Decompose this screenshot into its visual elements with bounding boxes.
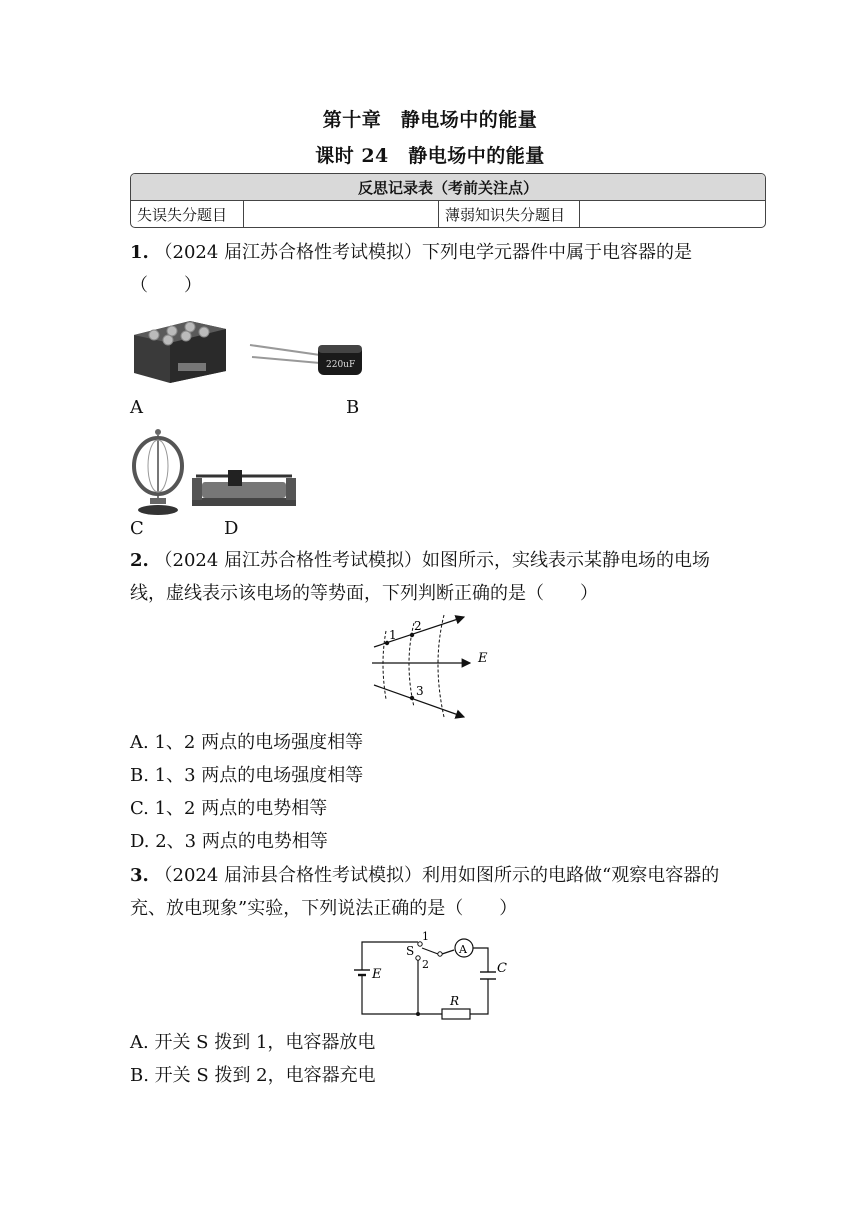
question-number: 2.: [130, 550, 149, 571]
resistor-icon: [442, 1009, 470, 1019]
reflection-table: [130, 173, 766, 228]
option-b-label: B: [346, 397, 360, 418]
ammeter-label: A: [459, 943, 467, 956]
chapter-title: 第十章 静电场中的能量: [322, 109, 538, 131]
electric-field-figure: [368, 613, 498, 723]
option-a-label: A: [130, 397, 143, 418]
capacitor-image: [248, 333, 366, 383]
switch-pos-1-label: 1: [422, 930, 429, 943]
option-c-label: C: [130, 518, 144, 539]
q3-option-b[interactable]: B. 开关 S 拨到 2，电容器充电: [130, 1065, 376, 1086]
point-2: [410, 633, 414, 637]
question-number: 1.: [130, 242, 149, 263]
weak-knowledge-cell[interactable]: [580, 201, 765, 227]
switch-label: S: [406, 944, 415, 958]
mistake-questions-label: 失误失分题目: [131, 201, 244, 227]
lesson-title: 课时 24 静电场中的能量: [315, 145, 545, 167]
question-1: [130, 236, 730, 302]
resistor-label: R: [450, 994, 460, 1008]
switch-pos-2-label: 2: [422, 958, 429, 971]
weak-knowledge-label: 薄弱知识失分题目: [439, 201, 580, 227]
point-2-label: 2: [414, 619, 422, 633]
reflection-table-header: 反思记录表（考前关注点）: [131, 174, 765, 201]
option-d-label: D: [224, 518, 239, 539]
q2-option-d[interactable]: D. 2、3 两点的电势相等: [130, 831, 328, 852]
equipotential-line: [438, 615, 444, 717]
q3-option-a[interactable]: A. 开关 S 拨到 1，电容器放电: [130, 1032, 376, 1053]
q2-option-c[interactable]: C. 1、2 两点的电势相等: [130, 798, 328, 819]
field-label: E: [478, 651, 488, 666]
capacitor-marking: 220uF: [326, 360, 356, 370]
switch-blade: [422, 948, 438, 954]
question-text: （2024 届江苏合格性考试模拟）下列电学元器件中属于电容器的是（ ）: [130, 242, 693, 296]
mistake-questions-cell[interactable]: [244, 201, 439, 227]
question-number: 3.: [130, 865, 149, 886]
switch-contact-2: [416, 956, 420, 960]
question-2: [130, 544, 730, 610]
rheostat-image: [188, 464, 300, 514]
point-1-label: 1: [389, 628, 397, 642]
resistance-box-image: [130, 313, 230, 385]
capacitor-label: C: [497, 961, 507, 976]
point-3-label: 3: [416, 684, 424, 698]
question-3: [130, 859, 730, 925]
point-3: [410, 696, 414, 700]
q2-option-a[interactable]: A. 1、2 两点的电场强度相等: [130, 732, 364, 753]
question-text: （2024 届沛县合格性考试模拟）利用如图所示的电路做“观察电容器的充、放电现象”实验，下列说法正确的是（ ）: [130, 865, 720, 919]
electroscope-image: [128, 428, 188, 516]
question-text: （2024 届江苏合格性考试模拟）如图所示，实线表示某静电场的电场线，虚线表示该电场的等势面，下列判断正确的是（ ）: [130, 550, 711, 604]
q2-option-b[interactable]: B. 1、3 两点的电场强度相等: [130, 765, 364, 786]
circuit-figure: [348, 926, 518, 1022]
battery-label: E: [372, 967, 382, 982]
